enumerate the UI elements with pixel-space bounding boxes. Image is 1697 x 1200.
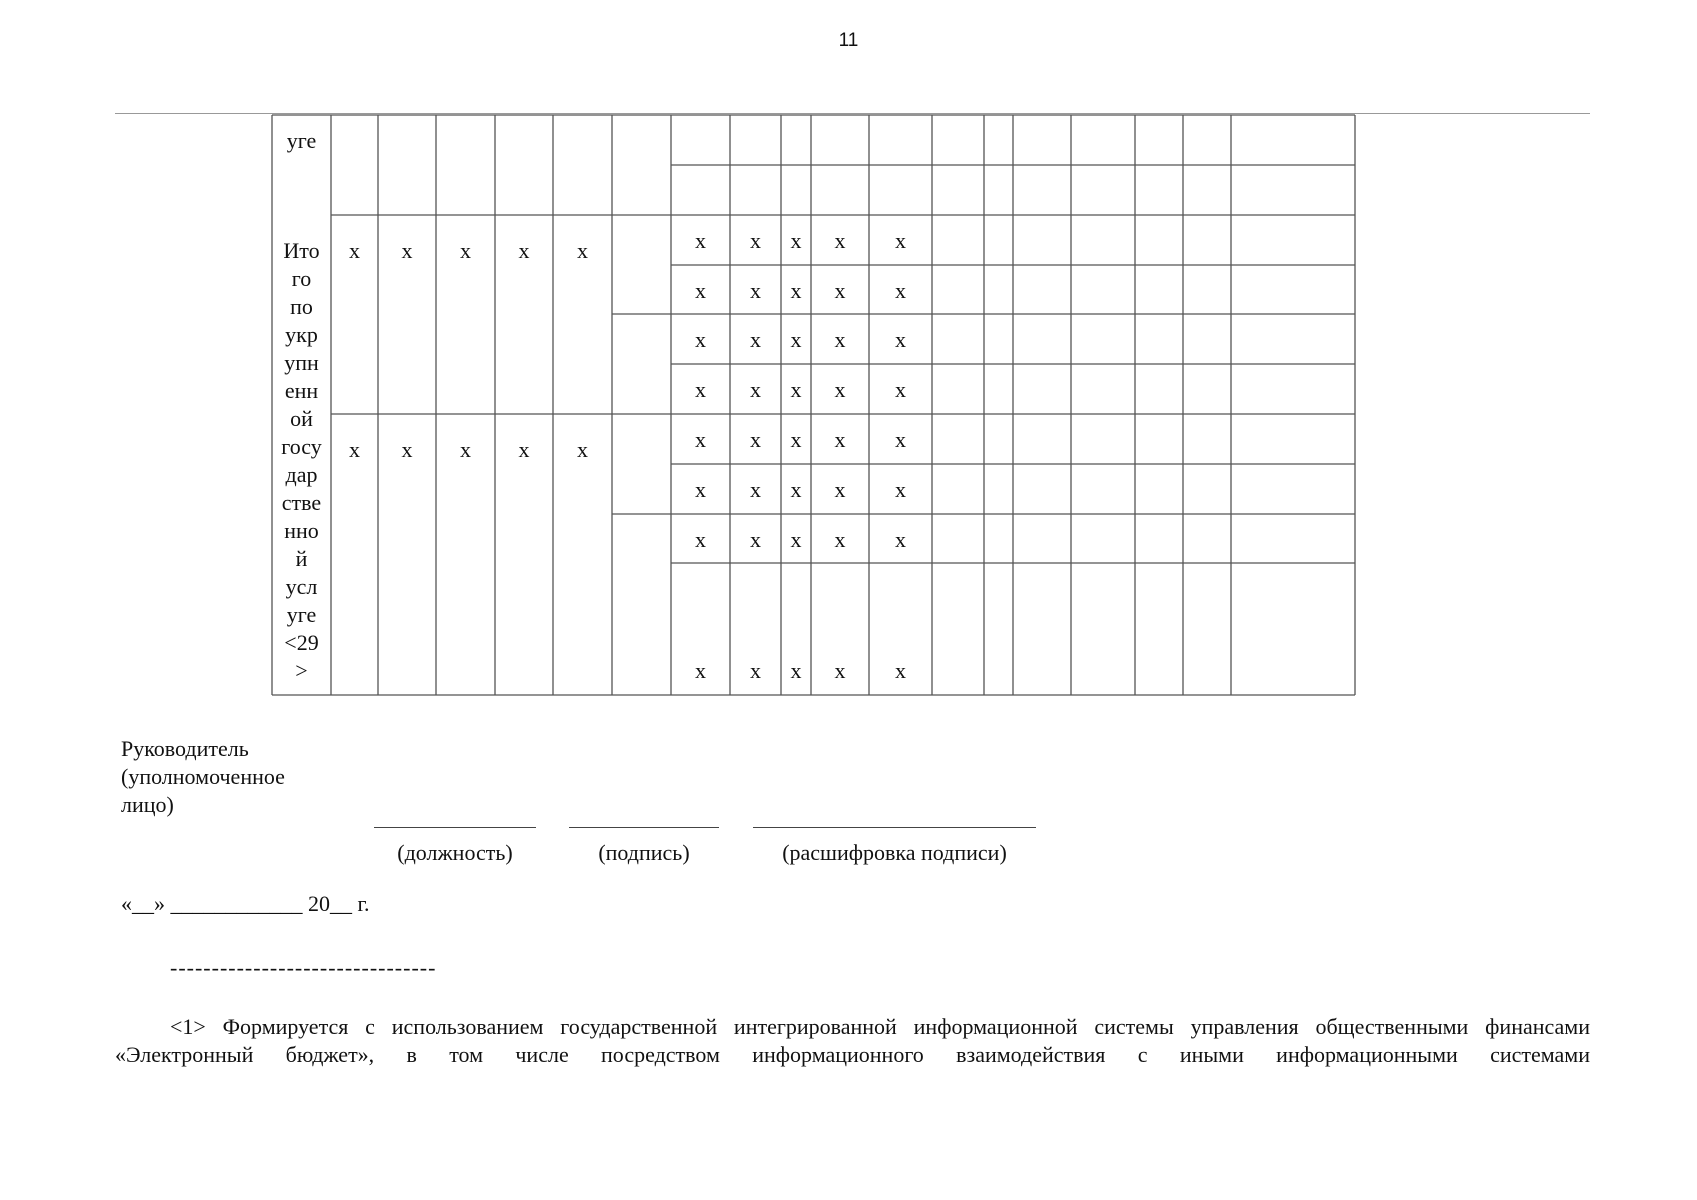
table-grid-lines bbox=[272, 115, 1355, 695]
position-caption: (должность) bbox=[397, 840, 513, 865]
cell-mark: x bbox=[790, 228, 802, 253]
footnote-text: <1> Формируется с использованием государственной интегрированной информационной системы управления общественными финансами «Электронный бюджет», в том числе посредством информационного взаимодействия с иными информационными системами bbox=[115, 1014, 1590, 1067]
cell-mark: x bbox=[790, 427, 802, 452]
cell-mark: x bbox=[834, 427, 846, 452]
row-label-total-line: укр bbox=[285, 322, 318, 347]
page-number: 11 bbox=[838, 30, 859, 51]
row-label-total-line: <29 bbox=[284, 630, 319, 655]
row-label-total-line: упн bbox=[284, 350, 319, 375]
cell-mark: x bbox=[401, 437, 413, 462]
cell-mark: x bbox=[790, 527, 802, 552]
row-label-total-line: енн bbox=[284, 378, 319, 403]
cell-mark: x bbox=[895, 278, 906, 303]
signature-title-line-3: лицо) bbox=[121, 792, 174, 817]
row-label-total-line: усл bbox=[285, 574, 318, 599]
row-label-total-line: уге bbox=[286, 602, 317, 627]
cell-mark: x bbox=[750, 658, 761, 683]
cell-mark: x bbox=[895, 228, 906, 253]
cell-mark: x bbox=[577, 238, 588, 263]
cell-mark: x bbox=[401, 238, 413, 263]
cell-mark: x bbox=[895, 477, 906, 502]
cell-mark: x bbox=[834, 658, 846, 683]
row-label-total-line: по bbox=[290, 294, 313, 319]
cell-mark: x bbox=[750, 228, 761, 253]
row-label-total-line: > bbox=[295, 658, 308, 683]
cell-mark: x bbox=[834, 327, 846, 352]
cell-mark: x bbox=[695, 327, 706, 352]
date-line: «__» ____________ 20__ г. bbox=[121, 891, 370, 916]
row-label-total-line: ой bbox=[290, 406, 313, 431]
cell-mark: x bbox=[790, 377, 802, 402]
row-label-total-line: нно bbox=[284, 518, 319, 543]
signature-decoding-caption: (расшифровка подписи) bbox=[782, 840, 1007, 865]
cell-mark: x bbox=[790, 278, 802, 303]
cell-mark: x bbox=[790, 327, 802, 352]
cell-mark: x bbox=[577, 437, 588, 462]
cell-mark: x bbox=[349, 238, 360, 263]
cell-mark: x bbox=[790, 658, 802, 683]
cell-mark: x bbox=[695, 658, 706, 683]
cell-mark: x bbox=[834, 228, 846, 253]
cell-mark: x bbox=[695, 477, 706, 502]
table-cell-text bbox=[281, 128, 906, 683]
cell-mark: x bbox=[790, 477, 802, 502]
cell-mark: x bbox=[750, 278, 761, 303]
signature-title-line-2: (уполномоченное bbox=[121, 764, 285, 789]
cell-mark: x bbox=[895, 427, 906, 452]
cell-mark: x bbox=[750, 377, 761, 402]
cell-mark: x bbox=[895, 527, 906, 552]
cell-mark: x bbox=[834, 477, 846, 502]
cell-mark: x bbox=[895, 658, 906, 683]
cell-mark: x bbox=[695, 527, 706, 552]
cell-mark: x bbox=[750, 327, 761, 352]
row-label-top: уге bbox=[286, 128, 317, 153]
cell-mark: x bbox=[895, 377, 906, 402]
cell-mark: x bbox=[695, 427, 706, 452]
signature-decoding-line bbox=[753, 827, 1036, 828]
cell-mark: x bbox=[750, 477, 761, 502]
cell-mark: x bbox=[750, 527, 761, 552]
signature-title-line-1: Руководитель bbox=[121, 736, 249, 761]
cell-mark: x bbox=[834, 278, 846, 303]
row-label-total-line: Ито bbox=[283, 238, 320, 263]
signature-title bbox=[121, 735, 285, 819]
cell-mark: x bbox=[695, 278, 706, 303]
cell-mark: x bbox=[895, 327, 906, 352]
cell-mark: x bbox=[518, 238, 530, 263]
cell-mark: x bbox=[834, 527, 846, 552]
cell-mark: x bbox=[695, 228, 706, 253]
row-label-total-line: го bbox=[291, 266, 312, 291]
row-label-total-line: й bbox=[295, 546, 308, 571]
row-label-total-line: дар bbox=[285, 462, 318, 487]
cell-mark: x bbox=[460, 238, 471, 263]
position-line bbox=[374, 827, 536, 828]
cell-mark: x bbox=[460, 437, 471, 462]
signature-line bbox=[569, 827, 719, 828]
cell-mark: x bbox=[750, 427, 761, 452]
cell-mark: x bbox=[349, 437, 360, 462]
footnote-separator: -------------------------------- bbox=[170, 955, 437, 980]
row-label-total-line: стве bbox=[281, 490, 322, 515]
cell-mark: x bbox=[518, 437, 530, 462]
cell-mark: x bbox=[834, 377, 846, 402]
row-label-total-line: госу bbox=[281, 434, 322, 459]
cell-mark: x bbox=[695, 377, 706, 402]
signature-caption: (подпись) bbox=[598, 840, 690, 865]
